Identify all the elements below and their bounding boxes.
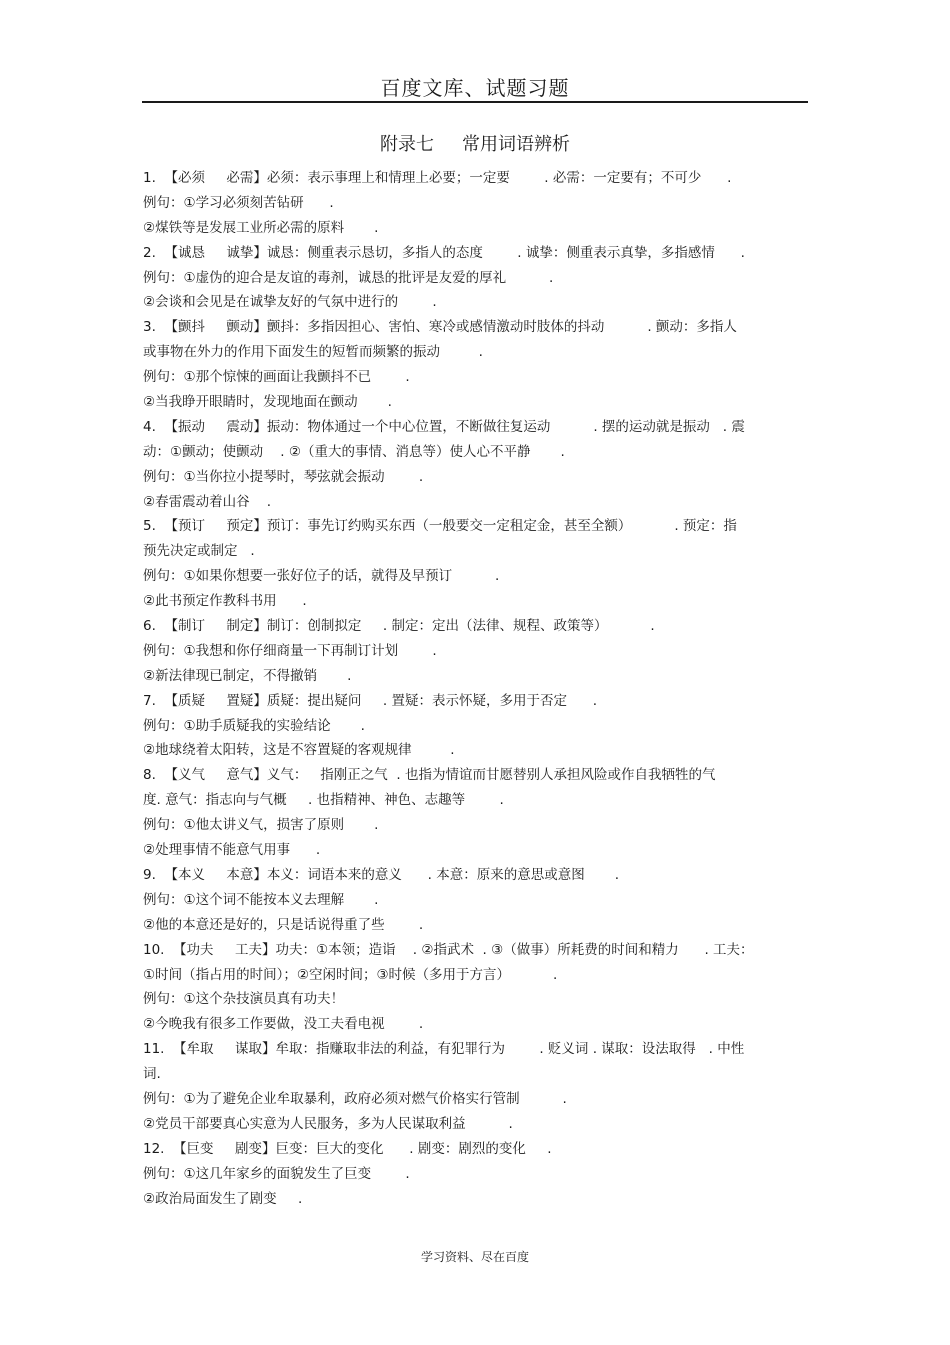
text-line: 2. 【诚恳 诚挚】诚恳：侧重表示恳切，多指人的态度 . 诚挚：侧重表示真挚，多指感情 . [143, 244, 745, 261]
text-line: 10. 【功夫 工夫】功夫：①本领；造诣 . ②指武术 . ③（做事）所耗费的时间和精力 . 工夫： [143, 941, 754, 958]
text-line: 例句：①这个杂技演员真有功夫！ [143, 991, 345, 1008]
text-line: 例句：①如果你想要一张好位子的话，就得及早预订 . [143, 568, 500, 585]
text-line: 7. 【质疑 置疑】质疑：提出疑问 . 置疑：表示怀疑，多用于否定 . [143, 692, 597, 709]
text-line: ②今晚我有很多工作要做，没工夫看电视 . [143, 1016, 424, 1033]
page-footer: 学习资料、尽在百度 [420, 1250, 529, 1264]
text-line: ①时间（指占用的时间）；②空闲时间；③时候（多用于方言） . [143, 966, 558, 983]
document-body [143, 166, 807, 1211]
text-line: ②新法律现已制定，不得撤销 . [143, 667, 352, 684]
text-line: ②处理事情不能意气用事 . [143, 842, 321, 859]
text-line: 1. 【必须 必需】必须：表示事理上和情理上必要；一定要 . 必需：一定要有；不可少 . [143, 170, 732, 186]
text-line: 例句：①我想和你仔细商量一下再制订计划 . [143, 642, 437, 659]
text-line: 词. [143, 1066, 161, 1083]
text-line: 例句：①这个词不能按本义去理解 . [143, 891, 379, 908]
text-line: 例句：①虚伪的迎合是友谊的毒剂，诚恳的批评是友爱的厚礼 . [143, 269, 554, 286]
text-line: ②春雷震动着山谷 . [143, 493, 272, 510]
text-line: 12. 【巨变 剧变】巨变：巨大的变化 . 剧变：剧烈的变化 . [143, 1140, 552, 1157]
appendix-label: 附录七 [380, 134, 434, 155]
text-line: ②党员干部要真心实意为人民服务，多为人民谋取利益 . [143, 1115, 513, 1132]
page-header-title: 百度文库、试题习题 [380, 76, 570, 100]
text-line: 例句：①当你拉小提琴时，琴弦就会振动 . [143, 468, 424, 485]
text-line: 预先决定或制定 . [143, 543, 255, 560]
text-line: ②会谈和会见是在诚挚友好的气氛中进行的 . [143, 294, 437, 311]
text-line: ②煤铁等是发展工业所必需的原料 . [143, 219, 379, 236]
text-line: 例句：①这几年家乡的面貌发生了巨变 . [143, 1165, 410, 1182]
text-line: 例句：①他太讲义气，损害了原则 . [143, 817, 379, 834]
text-line: ②地球绕着太阳转，这是不容置疑的客观规律 . [143, 742, 455, 759]
text-line: 例句：①为了避免企业牟取暴利，政府必须对燃气价格实行管制 . [143, 1090, 567, 1107]
text-line: 9. 【本义 本意】本义：词语本来的意义 . 本意：原来的意思或意图 . [143, 866, 620, 883]
text-line: ②政治局面发生了剧变 . [143, 1190, 303, 1207]
text-line: 3. 【颤抖 颤动】颤抖：多指因担心、害怕、寒冷或感情激动时肢体的抖动 . 颤动：多指人 [143, 319, 737, 336]
text-line: 8. 【义气 意气】义气： 指刚正之气 . 也指为情谊而甘愿替别人承担风险或作自我牺牲的气 [143, 767, 716, 784]
text-line: 6. 【制订 制定】制订：创制拟定 . 制定：定出（法律、规程、政策等） . [143, 618, 655, 635]
header-divider [142, 101, 808, 103]
text-line: ②当我睁开眼睛时，发现地面在颤动 . [143, 394, 392, 411]
text-line: 4. 【振动 震动】振动：物体通过一个中心位置，不断做往复运动 . 摆的运动就是振动 . 震 [143, 418, 745, 435]
text-line: 例句：①助手质疑我的实验结论 . [143, 717, 365, 734]
text-line: 度. 意气：指志向与气概 . 也指精神、神色、志趣等 . [143, 792, 504, 809]
text-line: 或事物在外力的作用下面发生的短暂而频繁的振动 . [143, 344, 483, 361]
text-line: 例句：①学习必须刻苦钻研 . [143, 194, 334, 211]
text-line: ②此书预定作教科书用 . [143, 593, 307, 610]
text-line: 例句：①那个惊悚的画面让我颤抖不已 . [143, 369, 410, 386]
text-line: 5. 【预订 预定】预订：事先订约购买东西（一般要交一定租定金，甚至全额） . 预定：指 [143, 518, 737, 535]
text-line: 动：①颤动；使颤动 . ②（重大的事情、消息等）使人心不平静 . [143, 443, 565, 460]
text-line: 11. 【牟取 谋取】牟取：指赚取非法的利益，有犯罪行为 . 贬义词 . 谋取：设法取得 . 中性 [143, 1041, 745, 1058]
title-text: 常用词语辨析 [462, 134, 570, 155]
document-title [0, 130, 950, 156]
text-line: ②他的本意还是好的，只是话说得重了些 . [143, 916, 424, 933]
